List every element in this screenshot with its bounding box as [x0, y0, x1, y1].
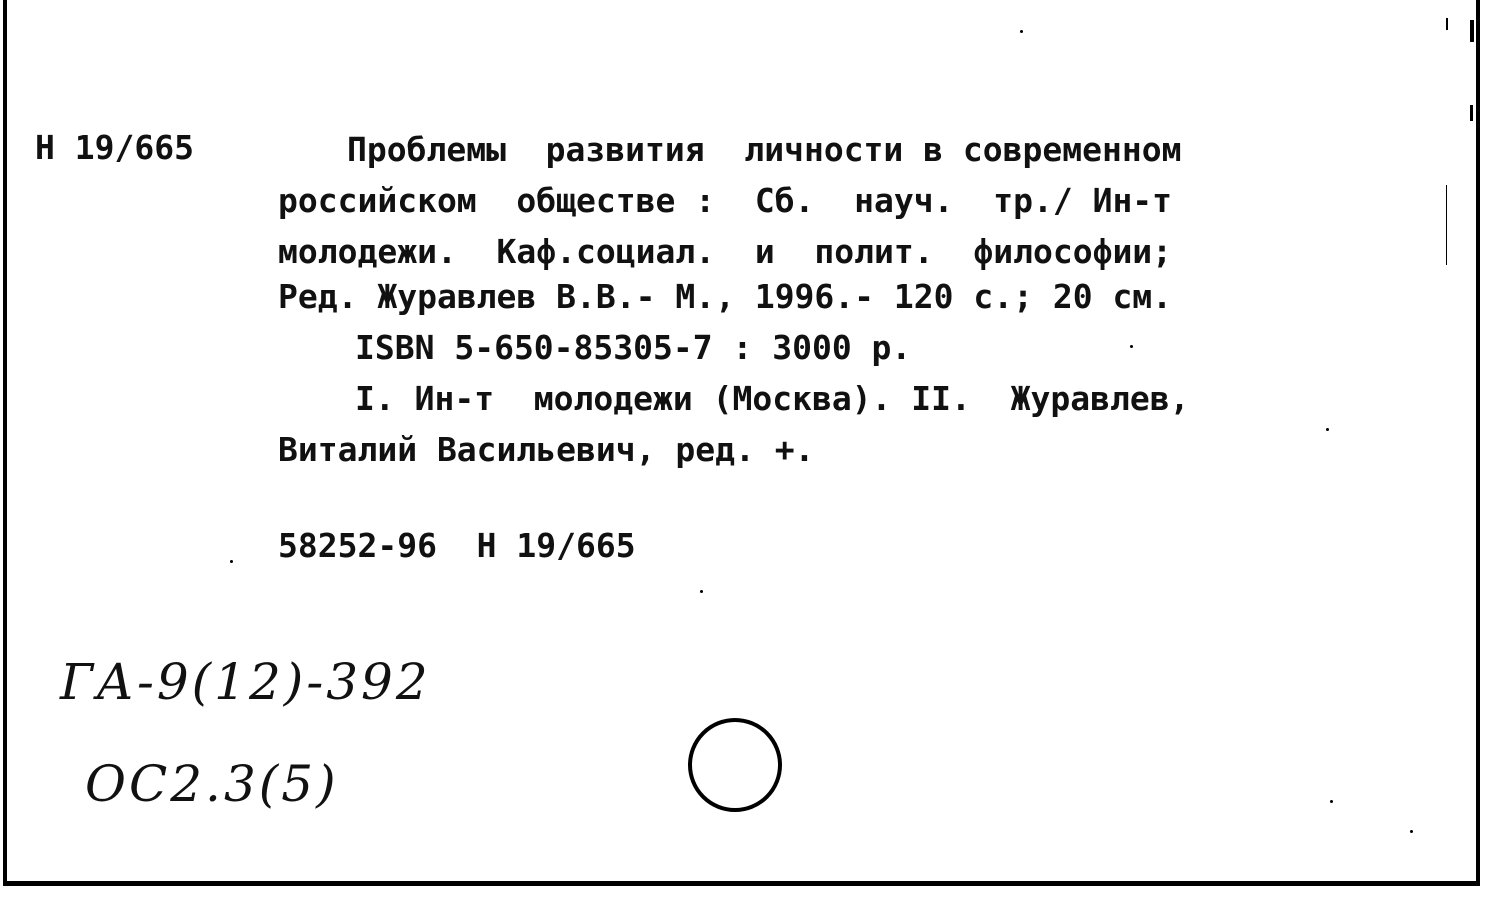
speck	[1326, 428, 1329, 431]
entry-line-4: Ред. Журавлев В.В.- М., 1996.- 120 с.; 20 см.	[278, 277, 1173, 316]
entry-line-1: Проблемы развития личности в современном	[347, 130, 1182, 169]
speck	[1410, 830, 1413, 833]
entry-line-3: молодежи. Каф.социал. и полит. философии;	[278, 232, 1173, 271]
margin-mark	[1470, 20, 1474, 42]
speck	[230, 560, 233, 563]
entry-line-2: российском обществе : Сб. науч. тр./ Ин-т	[278, 181, 1173, 220]
margin-mark	[1446, 18, 1448, 30]
tracing-line-2: Виталий Васильевич, ред. +.	[278, 430, 815, 469]
handwritten-classification-2: ОС2.3(5)	[85, 755, 339, 813]
call-number: Н 19/665	[35, 128, 194, 167]
speck	[1330, 800, 1333, 803]
handwritten-classification-1: ГА-9(12)-392	[60, 653, 431, 711]
speck	[700, 590, 703, 593]
speck	[1020, 30, 1023, 33]
inventory-number: 58252-96 Н 19/665	[278, 526, 636, 565]
margin-mark	[1470, 105, 1473, 121]
isbn-line: ISBN 5-650-85305-7 : 3000 р.	[355, 328, 912, 367]
punched-hole	[688, 718, 782, 812]
margin-mark	[1446, 185, 1447, 265]
speck	[1130, 345, 1133, 348]
tracing-line-1: I. Ин-т молодежи (Москва). II. Журавлев,	[355, 379, 1190, 418]
